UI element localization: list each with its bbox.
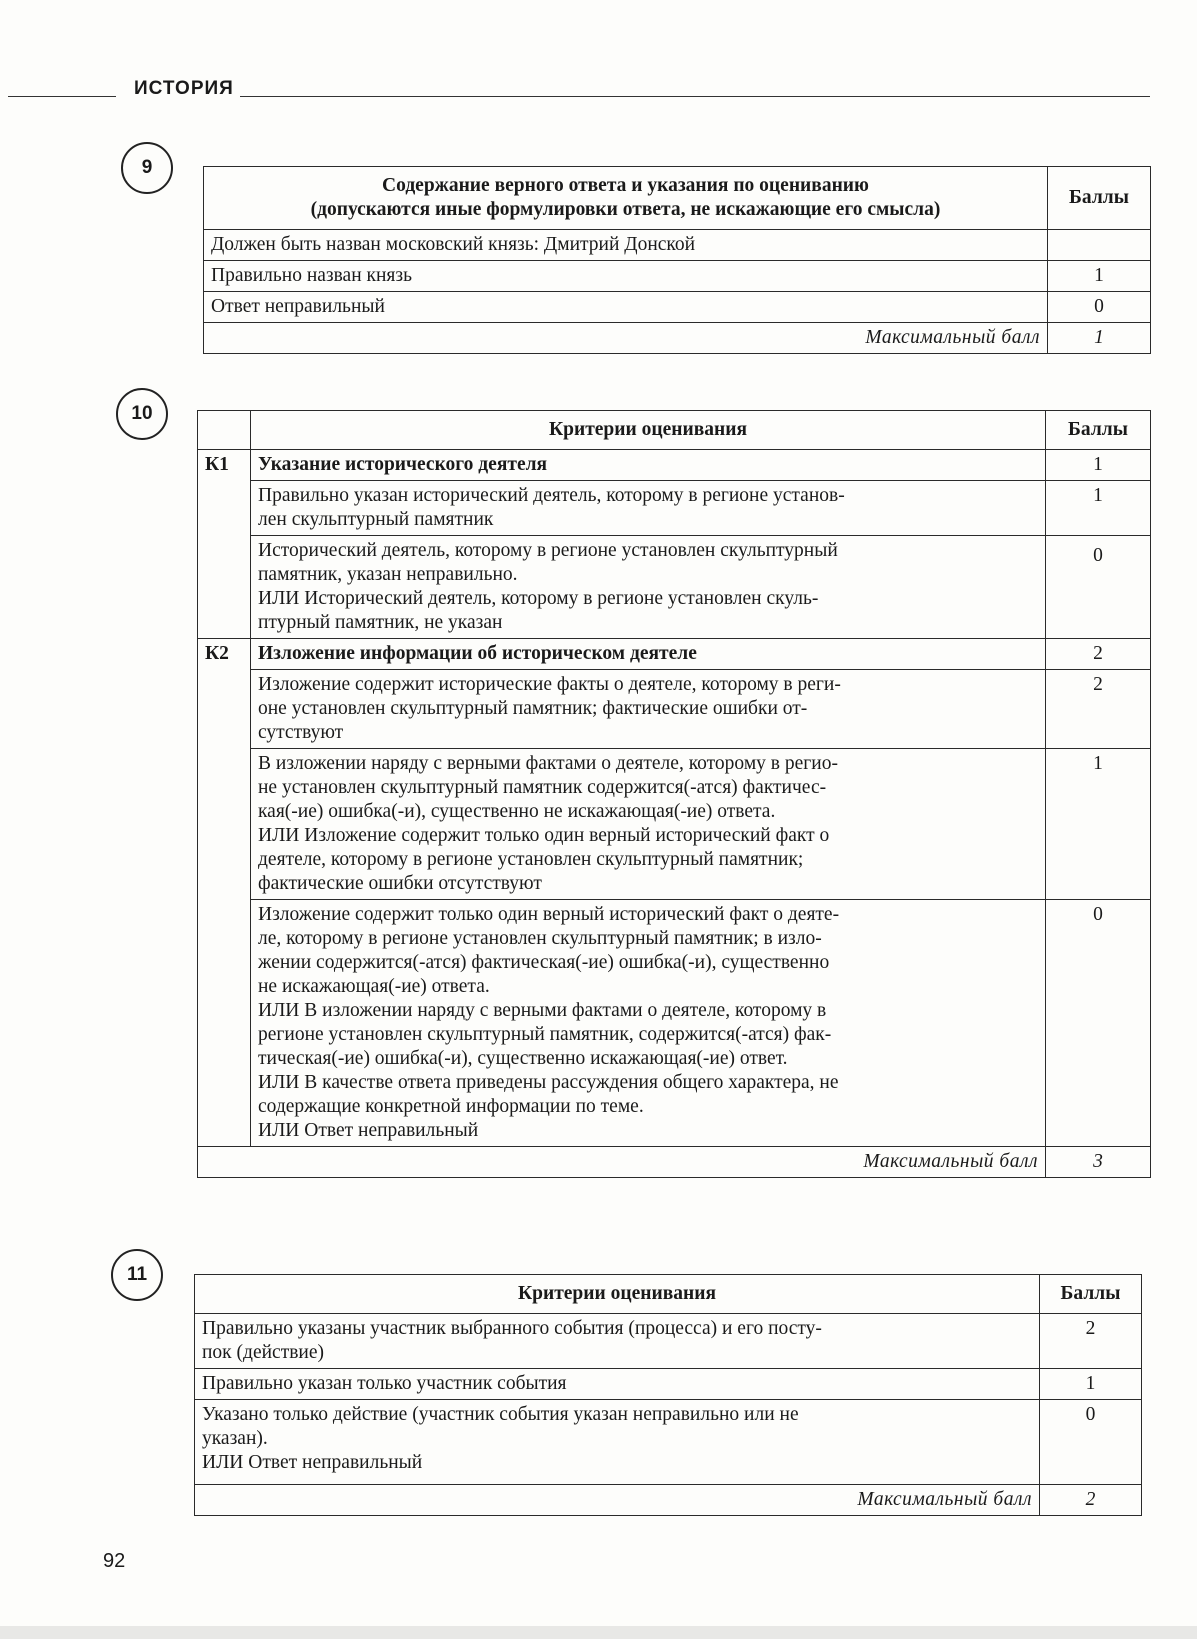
q9-header-content-note: (допускаются иные формулировки ответа, не искажающие его смысла) (310, 199, 941, 220)
scan-edge-shade (0, 1626, 1197, 1639)
q10-k2-row-points: 1 (1046, 749, 1151, 900)
text-line: сутствуют (258, 722, 344, 743)
table-row (195, 1400, 1142, 1485)
q10-k1-title: Указание исторического деятеля (251, 450, 1046, 481)
q11-table (194, 1274, 1142, 1516)
table-row (198, 536, 1151, 639)
q10-k2-code: К2 (198, 639, 251, 1147)
text-line: ИЛИ Ответ неправильный (258, 1120, 479, 1141)
text-line: содержащие конкретной информации по теме. (258, 1096, 644, 1117)
q10-k2-row-text (251, 749, 1046, 900)
q9-header-points: Баллы (1048, 167, 1151, 230)
text-line: памятник, указан неправильно. (258, 564, 518, 585)
q11-row-points: 0 (1040, 1400, 1142, 1485)
q10-k1-title-points: 1 (1046, 450, 1151, 481)
q10-k2-title: Изложение информации об историческом деятеле (251, 639, 1046, 670)
text-line: ИЛИ Изложение содержит только один верный исторический факт о (258, 825, 830, 846)
section-title: ИСТОРИЯ (128, 78, 240, 100)
q11-max-value: 2 (1040, 1485, 1142, 1516)
q10-k2-row-points: 0 (1046, 900, 1151, 1147)
text-line: птурный памятник, не указан (258, 612, 503, 633)
table-row (204, 261, 1151, 292)
q11-max-label: Максимальный балл (195, 1485, 1040, 1516)
page-number: 92 (103, 1550, 126, 1572)
q9-row-text: Ответ неправильный (204, 292, 1048, 323)
q11-row-points: 2 (1040, 1314, 1142, 1369)
q10-max-row (198, 1147, 1151, 1178)
q10-header-criteria: Критерии оценивания (251, 411, 1046, 450)
q10-max-label: Максимальный балл (198, 1147, 1046, 1178)
q10-k1-row-points: 1 (1046, 481, 1151, 536)
text-line: Правильно указаны участник выбранного события (процесса) и его посту- (202, 1318, 822, 1339)
q10-k1-code: К1 (198, 450, 251, 639)
text-line: деятеле, которому в регионе установлен скульптурный памятник; (258, 849, 804, 870)
q10-max-value: 3 (1046, 1147, 1151, 1178)
q10-header-row (198, 411, 1151, 450)
text-line: не искажающая(-ие) ответа. (258, 976, 490, 997)
text-line: ИЛИ В изложении наряду с верными фактами о деятеле, которому в (258, 1000, 827, 1021)
table-row (195, 1314, 1142, 1369)
q11-header-row (195, 1275, 1142, 1314)
q10-k2-row-text (251, 900, 1046, 1147)
q9-header-content (204, 167, 1048, 230)
text-line: ле, которому в регионе установлен скульптурный памятник; в изло- (258, 928, 822, 949)
table-row (198, 900, 1151, 1147)
table-row (198, 670, 1151, 749)
q10-k1-row-points: 0 (1046, 536, 1151, 639)
q9-max-label: Максимальный балл (204, 323, 1048, 354)
q11-header-points: Баллы (1040, 1275, 1142, 1314)
q10-k1-title-row (198, 450, 1151, 481)
table-row (198, 749, 1151, 900)
q10-header-code (198, 411, 251, 450)
q9-row-points: 0 (1048, 292, 1151, 323)
text-line: жении содержится(-атся) фактическая(-ие) ошибка(-и), существенно (258, 952, 830, 973)
q10-k2-row-text (251, 670, 1046, 749)
q11-max-row (195, 1485, 1142, 1516)
text-line: В изложении наряду с верными фактами о деятеле, которому в регио- (258, 753, 838, 774)
q11-row-text (195, 1314, 1040, 1369)
q10-k1-row-text (251, 481, 1046, 536)
text-line: Указано только действие (участник события указан неправильно или не (202, 1404, 799, 1425)
q10-header-points: Баллы (1046, 411, 1151, 450)
text-line: Правильно указан только участник события (202, 1373, 567, 1394)
text-line: оне установлен скульптурный памятник; фактические ошибки от- (258, 698, 808, 719)
q10-k2-row-points: 2 (1046, 670, 1151, 749)
q9-row-text: Должен быть назван московский князь: Дмитрий Донской (204, 230, 1048, 261)
q10-k2-title-row (198, 639, 1151, 670)
q10-table (197, 410, 1151, 1178)
text-line: Исторический деятель, которому в регионе установлен скульптурный (258, 540, 838, 561)
q9-header-row (204, 167, 1151, 230)
q9-max-value: 1 (1048, 323, 1151, 354)
q9-row-text: Правильно назван князь (204, 261, 1048, 292)
table-row (204, 230, 1151, 261)
q9-row-points: 1 (1048, 261, 1151, 292)
q11-header-criteria: Критерии оценивания (195, 1275, 1040, 1314)
text-line: лен скульптурный памятник (258, 509, 494, 530)
header-rule-left (8, 96, 116, 97)
question-number-9: 9 (121, 142, 173, 194)
table-row (195, 1369, 1142, 1400)
q11-row-text (195, 1369, 1040, 1400)
header-rule-right (240, 96, 1150, 97)
q9-header-content-title: Содержание верного ответа и указания по оцениванию (382, 175, 869, 196)
table-row (204, 292, 1151, 323)
text-line: кая(-ие) ошибка(-и), существенно не искажающая(-ие) ответа. (258, 801, 776, 822)
q9-table (203, 166, 1151, 354)
text-line: ИЛИ Исторический деятель, которому в регионе установлен скуль- (258, 588, 819, 609)
text-line: фактические ошибки отсутствуют (258, 873, 542, 894)
text-line: ИЛИ В качестве ответа приведены рассуждения общего характера, не (258, 1072, 839, 1093)
q9-row-points (1048, 230, 1151, 261)
q11-row-points: 1 (1040, 1369, 1142, 1400)
text-line: тическая(-ие) ошибка(-и), существенно искажающая(-ие) ответ. (258, 1048, 788, 1069)
text-line: регионе установлен скульптурный памятник, содержится(-атся) фак- (258, 1024, 832, 1045)
question-number-11: 11 (111, 1249, 163, 1301)
q10-k2-title-points: 2 (1046, 639, 1151, 670)
text-line: Изложение содержит только один верный исторический факт о деяте- (258, 904, 840, 925)
text-line: пок (действие) (202, 1342, 325, 1363)
q9-max-row (204, 323, 1151, 354)
question-number-10: 10 (116, 388, 168, 440)
text-line: Изложение содержит исторические факты о деятеле, которому в реги- (258, 674, 841, 695)
table-row (198, 481, 1151, 536)
text-line: ИЛИ Ответ неправильный (202, 1452, 423, 1473)
q10-k1-row-text (251, 536, 1046, 639)
text-line: Правильно указан исторический деятель, которому в регионе установ- (258, 485, 845, 506)
text-line: указан). (202, 1428, 268, 1449)
text-line: не установлен скульптурный памятник содержится(-атся) фактичес- (258, 777, 827, 798)
q11-row-text (195, 1400, 1040, 1485)
